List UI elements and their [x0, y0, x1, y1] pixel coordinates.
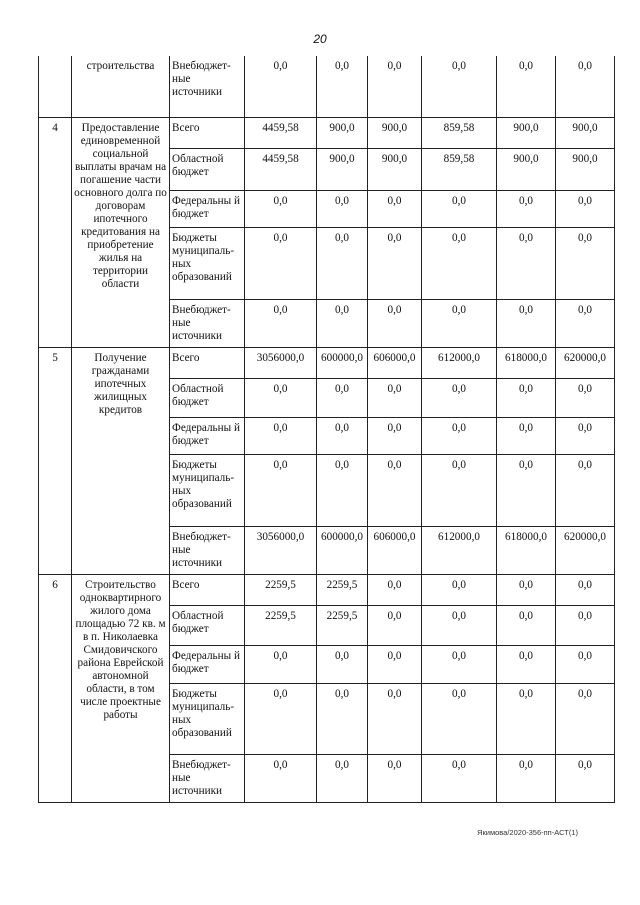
- funding-value: 0,0: [556, 227, 615, 299]
- funding-value: 0,0: [497, 683, 556, 754]
- funding-value: 0,0: [497, 605, 556, 645]
- funding-value: 0,0: [422, 754, 497, 802]
- funding-value: 0,0: [368, 754, 422, 802]
- funding-value: 0,0: [317, 56, 368, 117]
- table-row: [39, 56, 615, 117]
- funding-value: 0,0: [422, 574, 497, 605]
- funding-value: 0,0: [368, 299, 422, 347]
- funding-value: 4459,58: [245, 148, 317, 190]
- funding-value: 0,0: [497, 754, 556, 802]
- funding-value: 0,0: [556, 645, 615, 683]
- funding-source: Внебюджет-ные источники: [170, 526, 245, 574]
- funding-value: 0,0: [245, 378, 317, 417]
- funding-value: 900,0: [497, 148, 556, 190]
- funding-value: 620000,0: [556, 526, 615, 574]
- funding-value: 0,0: [422, 227, 497, 299]
- funding-value: 0,0: [368, 378, 422, 417]
- funding-value: 0,0: [422, 378, 497, 417]
- funding-value: 2259,5: [245, 605, 317, 645]
- funding-value: 0,0: [368, 574, 422, 605]
- funding-value: 0,0: [556, 754, 615, 802]
- funding-value: 0,0: [422, 454, 497, 526]
- funding-source: Областной бюджет: [170, 605, 245, 645]
- activity-name: строительства: [72, 56, 170, 117]
- funding-value: 0,0: [245, 227, 317, 299]
- activity-name: Строительство одноквартирного жилого дома площадью 72 кв. м в п. Николаевка Смидовичского района Еврейской автономной области, в том числе проектные работы: [72, 574, 170, 802]
- funding-value: 600000,0: [317, 526, 368, 574]
- funding-value: 606000,0: [368, 347, 422, 378]
- funding-value: 0,0: [317, 417, 368, 454]
- funding-value: 0,0: [422, 299, 497, 347]
- funding-value: 0,0: [497, 190, 556, 227]
- funding-source: Федеральны й бюджет: [170, 645, 245, 683]
- funding-value: 900,0: [556, 148, 615, 190]
- funding-source: Бюджеты муниципаль-ных образований: [170, 454, 245, 526]
- funding-value: 0,0: [497, 454, 556, 526]
- funding-value: 900,0: [317, 117, 368, 148]
- funding-value: 3056000,0: [245, 347, 317, 378]
- funding-value: 0,0: [497, 645, 556, 683]
- funding-value: 620000,0: [556, 347, 615, 378]
- funding-value: 0,0: [556, 574, 615, 605]
- funding-value: 0,0: [245, 454, 317, 526]
- funding-value: 0,0: [368, 227, 422, 299]
- funding-value: 0,0: [422, 683, 497, 754]
- funding-value: 900,0: [368, 117, 422, 148]
- funding-value: 900,0: [368, 148, 422, 190]
- funding-value: 0,0: [368, 683, 422, 754]
- funding-source: Бюджеты муниципаль-ных образований: [170, 683, 245, 754]
- funding-value: 0,0: [317, 683, 368, 754]
- funding-value: 0,0: [317, 754, 368, 802]
- funding-value: 4459,58: [245, 117, 317, 148]
- funding-value: 0,0: [497, 574, 556, 605]
- page-number: 20: [313, 32, 327, 46]
- funding-value: 0,0: [497, 299, 556, 347]
- funding-value: 0,0: [556, 56, 615, 117]
- funding-value: 0,0: [245, 645, 317, 683]
- funding-value: 2259,5: [245, 574, 317, 605]
- funding-source: Внебюджет-ные источники: [170, 299, 245, 347]
- table-row: [39, 347, 615, 378]
- funding-source: Областной бюджет: [170, 378, 245, 417]
- funding-value: 612000,0: [422, 347, 497, 378]
- funding-source: Всего: [170, 347, 245, 378]
- funding-value: 0,0: [556, 190, 615, 227]
- funding-value: 900,0: [497, 117, 556, 148]
- funding-value: 0,0: [245, 683, 317, 754]
- funding-source: Областной бюджет: [170, 148, 245, 190]
- funding-value: 0,0: [556, 378, 615, 417]
- funding-value: 0,0: [245, 417, 317, 454]
- funding-source: Всего: [170, 117, 245, 148]
- funding-value: 0,0: [245, 299, 317, 347]
- funding-value: 0,0: [556, 299, 615, 347]
- funding-value: 0,0: [422, 56, 497, 117]
- funding-value: 0,0: [317, 190, 368, 227]
- funding-value: 600000,0: [317, 347, 368, 378]
- funding-value: 0,0: [422, 417, 497, 454]
- funding-source: Бюджеты муниципаль-ных образований: [170, 227, 245, 299]
- funding-value: 612000,0: [422, 526, 497, 574]
- funding-value: 0,0: [317, 299, 368, 347]
- budget-table: [38, 56, 615, 803]
- funding-value: 0,0: [497, 227, 556, 299]
- funding-value: 606000,0: [368, 526, 422, 574]
- funding-value: 0,0: [368, 645, 422, 683]
- funding-value: 2259,5: [317, 605, 368, 645]
- funding-value: 0,0: [317, 378, 368, 417]
- funding-source: Внебюджет-ные источники: [170, 754, 245, 802]
- document-code: Якимова/2020-356-пп-АСТ(1): [477, 828, 578, 837]
- activity-name: Получение гражданами ипотечных жилищных кредитов: [72, 347, 170, 574]
- funding-value: 3056000,0: [245, 526, 317, 574]
- funding-value: 0,0: [368, 454, 422, 526]
- funding-value: 618000,0: [497, 347, 556, 378]
- funding-value: 2259,5: [317, 574, 368, 605]
- funding-value: 0,0: [556, 454, 615, 526]
- funding-value: 0,0: [368, 190, 422, 227]
- funding-value: 0,0: [245, 190, 317, 227]
- funding-value: 859,58: [422, 117, 497, 148]
- funding-value: 0,0: [245, 754, 317, 802]
- funding-value: 0,0: [368, 417, 422, 454]
- funding-value: 0,0: [556, 605, 615, 645]
- funding-value: 0,0: [317, 454, 368, 526]
- activity-name: Предоставление единовременной социальной выплаты врачам на погашение части основного долга по договорам ипотечного кредитования на приобретение жилья на территории области: [72, 117, 170, 347]
- funding-value: 900,0: [556, 117, 615, 148]
- funding-value: 0,0: [556, 417, 615, 454]
- funding-source: Федеральны й бюджет: [170, 417, 245, 454]
- funding-source: Всего: [170, 574, 245, 605]
- funding-value: 859,58: [422, 148, 497, 190]
- funding-value: 0,0: [497, 378, 556, 417]
- funding-value: 0,0: [317, 645, 368, 683]
- row-number: 6: [39, 574, 72, 802]
- funding-value: 0,0: [368, 56, 422, 117]
- funding-value: 0,0: [422, 605, 497, 645]
- table-row: [39, 117, 615, 148]
- funding-value: 900,0: [317, 148, 368, 190]
- funding-value: 0,0: [317, 227, 368, 299]
- funding-value: 0,0: [245, 56, 317, 117]
- funding-value: 618000,0: [497, 526, 556, 574]
- funding-value: 0,0: [422, 645, 497, 683]
- row-number: 4: [39, 117, 72, 347]
- table-row: [39, 574, 615, 605]
- funding-value: 0,0: [368, 605, 422, 645]
- funding-value: 0,0: [422, 190, 497, 227]
- row-number: 5: [39, 347, 72, 574]
- row-number: [39, 56, 72, 117]
- funding-source: Внебюджет-ные источники: [170, 56, 245, 117]
- funding-value: 0,0: [556, 683, 615, 754]
- funding-value: 0,0: [497, 56, 556, 117]
- funding-source: Федеральны й бюджет: [170, 190, 245, 227]
- funding-value: 0,0: [497, 417, 556, 454]
